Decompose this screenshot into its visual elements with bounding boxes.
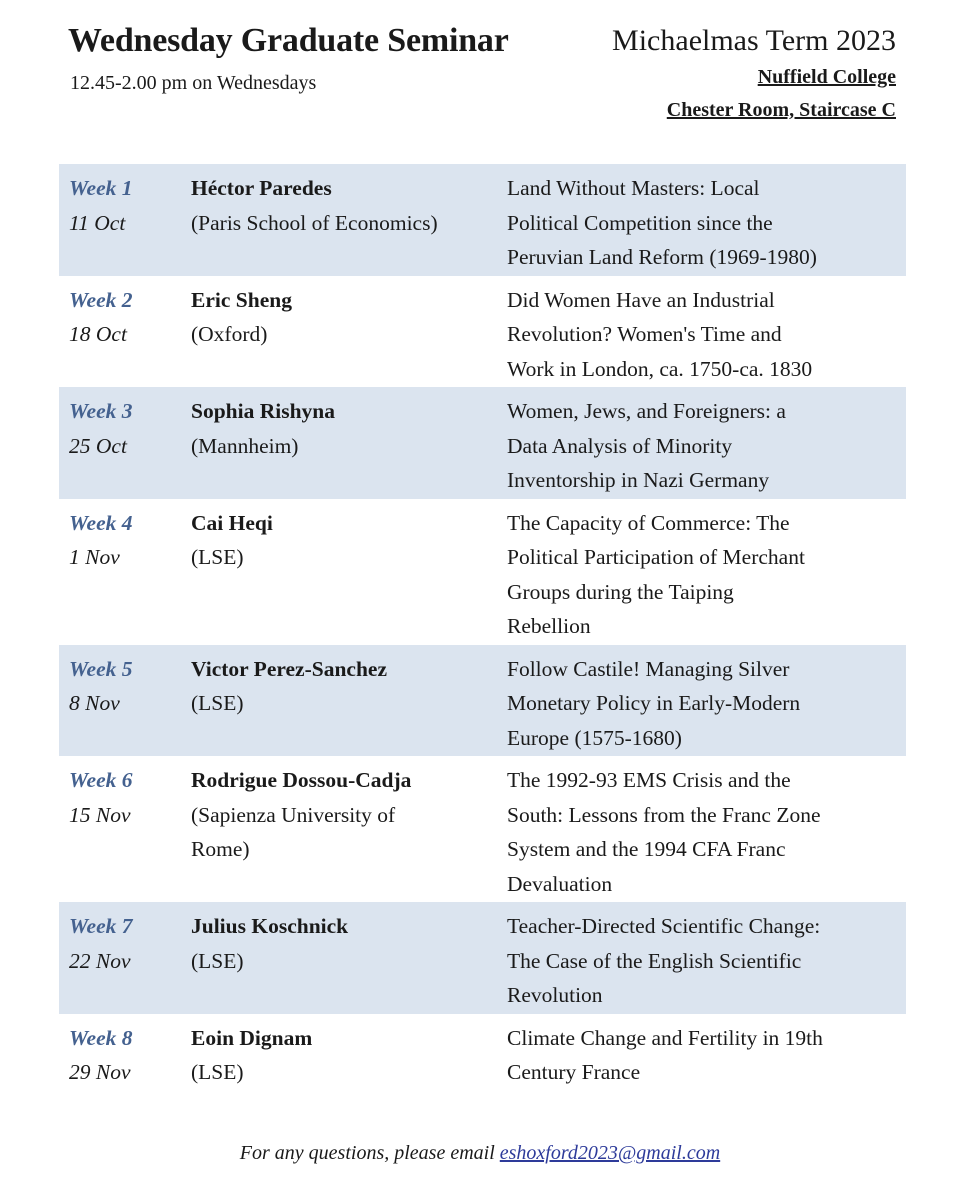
speaker-cell <box>191 902 507 1014</box>
speaker-name: Rodrigue Dossou-Cadja <box>191 768 412 792</box>
week-cell <box>59 499 191 645</box>
speaker-affiliation: (Oxford) <box>191 322 268 346</box>
talk-title-line: Rebellion <box>507 614 591 638</box>
talk-title-cell <box>507 645 906 757</box>
session-date: 11 Oct <box>69 210 126 235</box>
talk-title-line: Monetary Policy in Early-Modern <box>507 691 801 715</box>
speaker-affiliation: (LSE) <box>191 545 244 569</box>
session-date: 15 Nov <box>69 802 131 827</box>
schedule-body <box>59 164 906 1091</box>
footer-text: For any questions, please email <box>239 1142 500 1164</box>
talk-title-line: Data Analysis of Minority <box>507 433 733 458</box>
page-title: Wednesday Graduate Seminar <box>68 22 509 59</box>
talk-title-line: Women, Jews, and Foreigners: a <box>507 399 786 423</box>
speaker-cell <box>191 645 507 757</box>
session-row <box>59 387 906 499</box>
speaker-cell <box>191 499 507 645</box>
session-date: 25 Oct <box>69 433 127 458</box>
session-date: 8 Nov <box>69 691 120 715</box>
speaker-name: Sophia Rishyna <box>191 399 336 423</box>
talk-title-line: Follow Castile! Managing Silver <box>507 656 790 681</box>
talk-title-line: The Capacity of Commerce: The <box>507 510 790 535</box>
speaker-affiliation: (LSE) <box>191 691 244 715</box>
talk-title-line: Teacher-Directed Scientific Change: <box>507 914 821 938</box>
talk-title-line: Groups during the Taiping <box>507 579 734 604</box>
session-row <box>59 645 906 757</box>
session-date: 1 Nov <box>69 545 120 569</box>
talk-title-cell <box>507 902 906 1014</box>
speaker-name: Héctor Paredes <box>191 176 332 200</box>
speaker-affiliation: (Sapienza University of <box>191 802 396 827</box>
week-label: Week 4 <box>69 510 133 535</box>
speaker-affiliation: (Paris School of Economics) <box>191 210 438 235</box>
speaker-affiliation: (LSE) <box>191 1060 244 1084</box>
talk-title-line: Inventorship in Nazi Germany <box>507 468 770 492</box>
speaker-cell <box>191 756 507 902</box>
session-date: 29 Nov <box>69 1060 131 1084</box>
talk-title-line: Work in London, ca. 1750-ca. 1830 <box>507 356 813 381</box>
speaker-name: Julius Koschnick <box>191 914 349 938</box>
talk-title-line: Devaluation <box>507 871 613 896</box>
seminar-time: 12.45-2.00 pm on Wednesdays <box>70 72 317 94</box>
week-cell <box>59 164 191 276</box>
talk-title-line: Political Participation of Merchant <box>507 545 805 569</box>
talk-title-cell <box>507 164 906 276</box>
schedule-table <box>59 164 906 1091</box>
week-label: Week 8 <box>69 1025 133 1050</box>
speaker-cell <box>191 276 507 388</box>
speaker-name: Cai Heqi <box>191 510 273 535</box>
talk-title-cell <box>507 1014 906 1091</box>
session-row <box>59 276 906 388</box>
week-cell <box>59 756 191 902</box>
talk-title-line: System and the 1994 CFA Franc <box>507 837 786 861</box>
session-row <box>59 902 906 1014</box>
session-row <box>59 164 906 276</box>
talk-title-line: Revolution? Women's Time and <box>507 322 782 346</box>
week-cell <box>59 1014 191 1091</box>
term-label: Michaelmas Term 2023 <box>612 24 896 57</box>
college-name: Nuffield College <box>757 66 896 88</box>
talk-title-cell <box>507 276 906 388</box>
session-row <box>59 499 906 645</box>
talk-title-line: Climate Change and Fertility in 19th <box>507 1025 823 1050</box>
talk-title-line: Europe (1575-1680) <box>507 725 682 750</box>
week-cell <box>59 276 191 388</box>
speaker-name: Victor Perez-Sanchez <box>191 656 388 681</box>
speaker-affiliation: (LSE) <box>191 948 244 973</box>
talk-title-cell <box>507 499 906 645</box>
speaker-cell <box>191 1014 507 1091</box>
session-row <box>59 1014 906 1091</box>
week-label: Week 3 <box>69 399 133 423</box>
talk-title-line: Did Women Have an Industrial <box>507 287 775 312</box>
talk-title-line: Century France <box>507 1060 641 1084</box>
room-location: Chester Room, Staircase C <box>666 99 896 121</box>
talk-title-line: Political Competition since the <box>507 210 773 235</box>
speaker-affiliation: (Mannheim) <box>191 433 299 458</box>
week-label: Week 5 <box>69 656 133 681</box>
talk-title-line: South: Lessons from the Franc Zone <box>507 802 821 827</box>
talk-title-line: The 1992-93 EMS Crisis and the <box>507 768 791 792</box>
week-label: Week 1 <box>69 176 133 200</box>
week-cell <box>59 387 191 499</box>
speaker-name: Eoin Dignam <box>191 1025 313 1050</box>
session-date: 22 Nov <box>69 948 131 973</box>
contact-email-link[interactable]: eshoxford2023@gmail.com <box>499 1142 721 1164</box>
talk-title-line: Land Without Masters: Local <box>507 176 760 200</box>
talk-title-cell <box>507 387 906 499</box>
talk-title-cell <box>507 756 906 902</box>
week-label: Week 2 <box>69 287 133 312</box>
session-date: 18 Oct <box>69 322 127 346</box>
week-label: Week 7 <box>69 914 133 938</box>
week-cell <box>59 902 191 1014</box>
speaker-cell <box>191 387 507 499</box>
talk-title-line: The Case of the English Scientific <box>507 948 802 973</box>
speaker-cell <box>191 164 507 276</box>
footer-contact <box>0 1142 960 1165</box>
session-row <box>59 756 906 902</box>
talk-title-line: Revolution <box>507 983 603 1007</box>
week-label: Week 6 <box>69 768 133 792</box>
week-cell <box>59 645 191 757</box>
speaker-affiliation: Rome) <box>191 837 250 861</box>
speaker-name: Eric Sheng <box>191 287 292 312</box>
talk-title-line: Peruvian Land Reform (1969-1980) <box>507 245 817 269</box>
